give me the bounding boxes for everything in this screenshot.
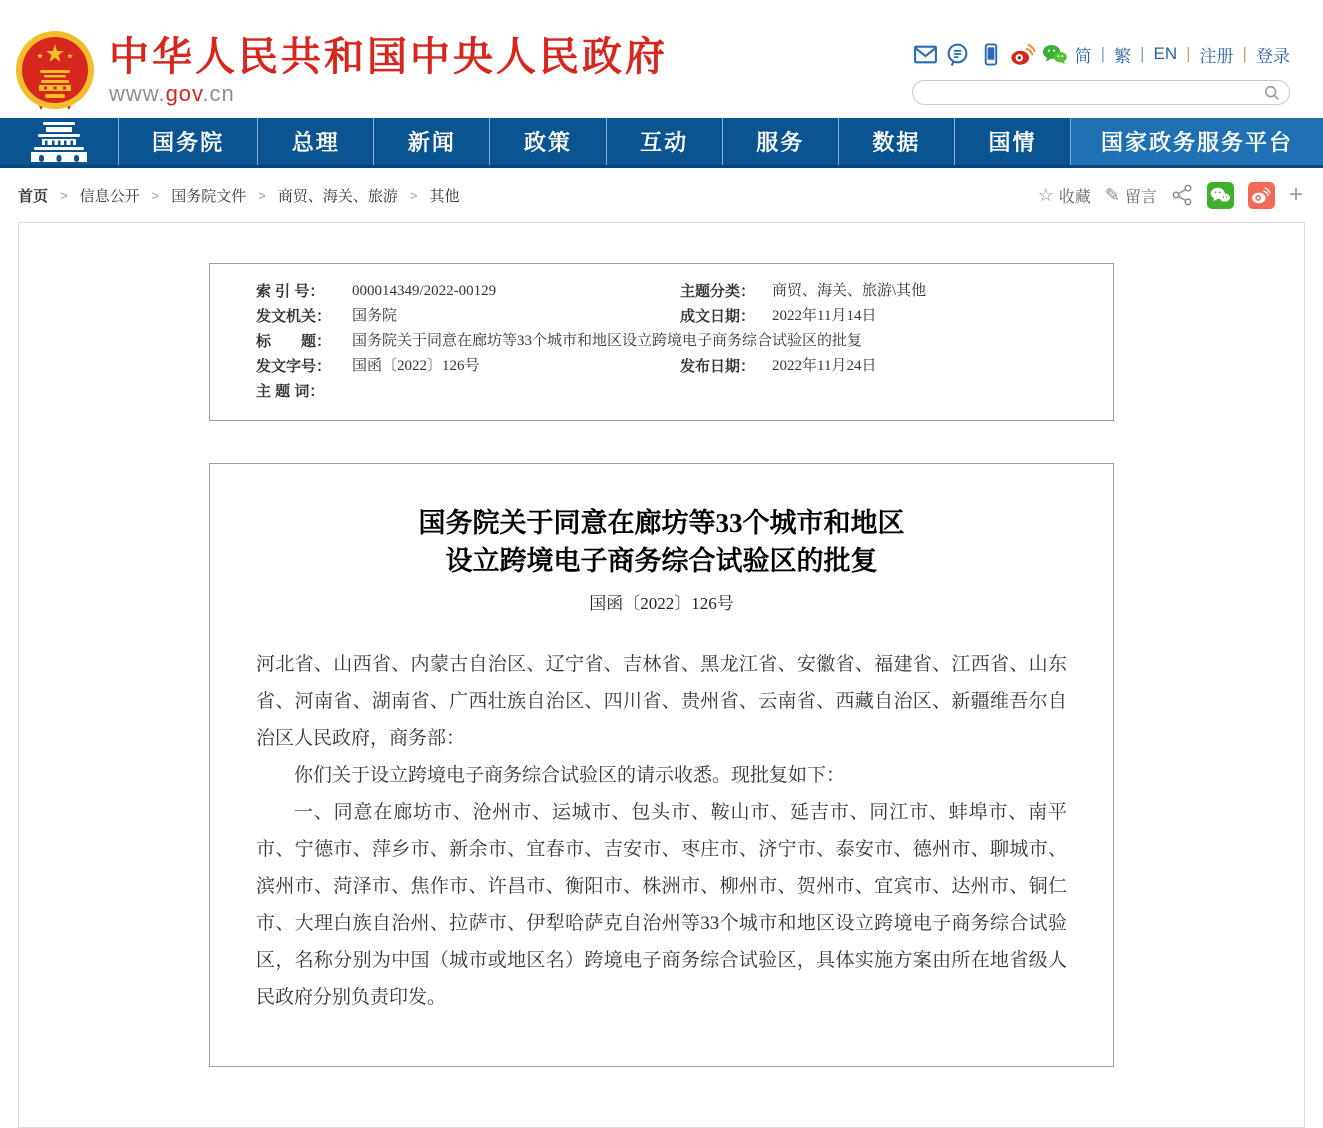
- document-title-line2: 设立跨境电子商务综合试验区的批复: [445, 546, 878, 576]
- meta-value-index: 000014349/2022-00129: [352, 283, 497, 299]
- paragraph-item-one: 一、同意在廊坊市、沧州市、运城市、包头市、鞍山市、延吉市、同江市、蚌埠市、南平市、宁德市、萍乡市、新余市、宜春市、吉安市、枣庄市、济宁市、泰安市、德州市、聊城市、滨州市、菏泽市、焦作市、许昌市、衡阳市、株洲市、柳州市、贺州市、宜宾市、达州市、铜仁市、大理白族自治州、拉萨市、伊犁哈萨克自治州等33个城市和地区设立跨境电子商务综合试验区，名称分别为中国（城市或地区名）跨境电子商务综合试验区，具体实施方案由所在地省级人民政府分别负责印发。: [256, 802, 1067, 1008]
- separator: |: [1186, 44, 1191, 63]
- mail-icon[interactable]: [912, 41, 938, 67]
- comment-icon[interactable]: [945, 41, 971, 67]
- meta-label-date-written: 成文日期：: [680, 308, 756, 325]
- meta-value-category: 商贸、海关、旅游\其他: [772, 283, 927, 299]
- main-nav: [0, 118, 1323, 168]
- paragraph-intro: 你们关于设立跨境电子商务综合试验区的请示收悉。现批复如下：: [294, 765, 846, 786]
- meta-row: [210, 304, 1113, 329]
- url-www: www.: [109, 81, 166, 106]
- lang-traditional-link[interactable]: 繁: [1114, 46, 1132, 66]
- page-actions: [1038, 182, 1303, 209]
- star-icon: ☆: [1037, 184, 1054, 205]
- search-icon[interactable]: [1263, 84, 1281, 102]
- nav-item-policy[interactable]: 政策: [523, 130, 572, 155]
- search-box: [912, 80, 1290, 105]
- separator: |: [1242, 44, 1247, 63]
- meta-label-keywords: 主 题 词：: [256, 383, 325, 400]
- separator: |: [1140, 44, 1145, 63]
- breadcrumb: [18, 185, 459, 206]
- meta-label-index: 索 引 号：: [256, 283, 325, 300]
- nav-item-services[interactable]: 服务: [756, 130, 805, 155]
- nav-item-gov-service-platform[interactable]: 国家政务服务平台: [1071, 118, 1323, 165]
- meta-row: [210, 379, 1113, 404]
- meta-label-category: 主题分类：: [680, 283, 756, 300]
- share-icon[interactable]: [1171, 184, 1193, 206]
- nav-item-premier[interactable]: 总理: [291, 130, 340, 155]
- meta-value-title: 国务院关于同意在廊坊等33个城市和地区设立跨境电子商务综合试验区的批复: [352, 333, 863, 349]
- document-number: 国函〔2022〕126号: [589, 594, 734, 613]
- more-share-button[interactable]: +: [1288, 181, 1303, 208]
- login-link[interactable]: 登录: [1255, 46, 1290, 66]
- breadcrumb-separator: >: [151, 187, 160, 203]
- comment-button[interactable]: [1105, 184, 1157, 207]
- meta-label-doc-number: 发文字号：: [256, 358, 332, 375]
- breadcrumb-info-disclosure[interactable]: 信息公开: [79, 187, 140, 205]
- lang-simplified-link[interactable]: 简: [1074, 46, 1092, 66]
- document-meta-table: [209, 263, 1114, 421]
- document-body-box: [209, 463, 1114, 1067]
- meta-row: [210, 354, 1113, 379]
- meta-value-keywords: [352, 379, 1113, 404]
- share-wechat-icon[interactable]: [1207, 182, 1234, 209]
- nav-item-news[interactable]: 新闻: [407, 130, 456, 155]
- home-tiananmen-icon[interactable]: [0, 118, 118, 165]
- breadcrumb-trade-customs-tourism[interactable]: 商贸、海关、旅游: [277, 187, 398, 205]
- document-title-line1: 国务院关于同意在廊坊等33个城市和地区: [418, 508, 905, 538]
- breadcrumb-row: [0, 168, 1323, 222]
- document-text: [256, 646, 1067, 1016]
- mobile-icon[interactable]: [977, 41, 1003, 67]
- share-weibo-icon[interactable]: [1248, 182, 1275, 209]
- nav-item-data[interactable]: 数据: [872, 130, 921, 155]
- document-title: [256, 504, 1067, 580]
- separator: |: [1100, 44, 1106, 63]
- breadcrumb-state-council-docs[interactable]: 国务院文件: [171, 187, 247, 205]
- site-header: [0, 0, 1323, 118]
- nav-item-interaction[interactable]: 互动: [640, 130, 689, 155]
- header-utilities: [912, 40, 1290, 105]
- meta-label-date-published: 发布日期：: [680, 358, 756, 375]
- meta-value-issuing-agency: 国务院: [352, 308, 398, 324]
- meta-label-title: 标 题：: [256, 333, 332, 350]
- url-gov: gov: [165, 81, 203, 106]
- breadcrumb-separator: >: [409, 187, 418, 203]
- site-logo[interactable]: [15, 30, 668, 112]
- national-emblem-icon: [15, 30, 95, 112]
- pencil-icon: ✎: [1104, 184, 1120, 205]
- search-input[interactable]: [925, 82, 1255, 103]
- meta-value-date-published: 2022年11月24日: [772, 358, 877, 374]
- breadcrumb-other[interactable]: 其他: [429, 187, 460, 205]
- weibo-icon[interactable]: [1010, 41, 1036, 67]
- site-url: [109, 81, 668, 107]
- favorite-label: 收藏: [1058, 188, 1091, 206]
- comment-label: 留言: [1124, 188, 1157, 206]
- url-cn: .cn: [202, 81, 235, 106]
- register-link[interactable]: 注册: [1199, 46, 1234, 66]
- nav-item-state-council[interactable]: 国务院: [152, 130, 225, 155]
- meta-row: [210, 279, 1113, 304]
- meta-value-date-written: 2022年11月14日: [772, 308, 877, 324]
- breadcrumb-home[interactable]: 首页: [18, 187, 49, 205]
- favorite-button[interactable]: [1038, 184, 1091, 207]
- lang-english-link[interactable]: EN: [1153, 44, 1178, 63]
- meta-row: [210, 329, 1113, 354]
- meta-label-issuing-agency: 发文机关：: [256, 308, 332, 325]
- content-container: [18, 222, 1305, 1128]
- breadcrumb-separator: >: [60, 187, 68, 203]
- meta-value-doc-number: 国函〔2022〕126号: [352, 358, 480, 374]
- breadcrumb-separator: >: [258, 187, 266, 203]
- wechat-icon[interactable]: [1042, 41, 1068, 67]
- paragraph-addressees: 河北省、山西省、内蒙古自治区、辽宁省、吉林省、黑龙江省、安徽省、福建省、江西省、山东省、河南省、湖南省、广西壮族自治区、四川省、贵州省、云南省、西藏自治区、新疆维吾尔自治区人民政府，商务部：: [256, 654, 1067, 749]
- site-title: 中华人民共和国中央人民政府: [109, 35, 668, 79]
- nav-item-national-conditions[interactable]: 国情: [988, 130, 1037, 155]
